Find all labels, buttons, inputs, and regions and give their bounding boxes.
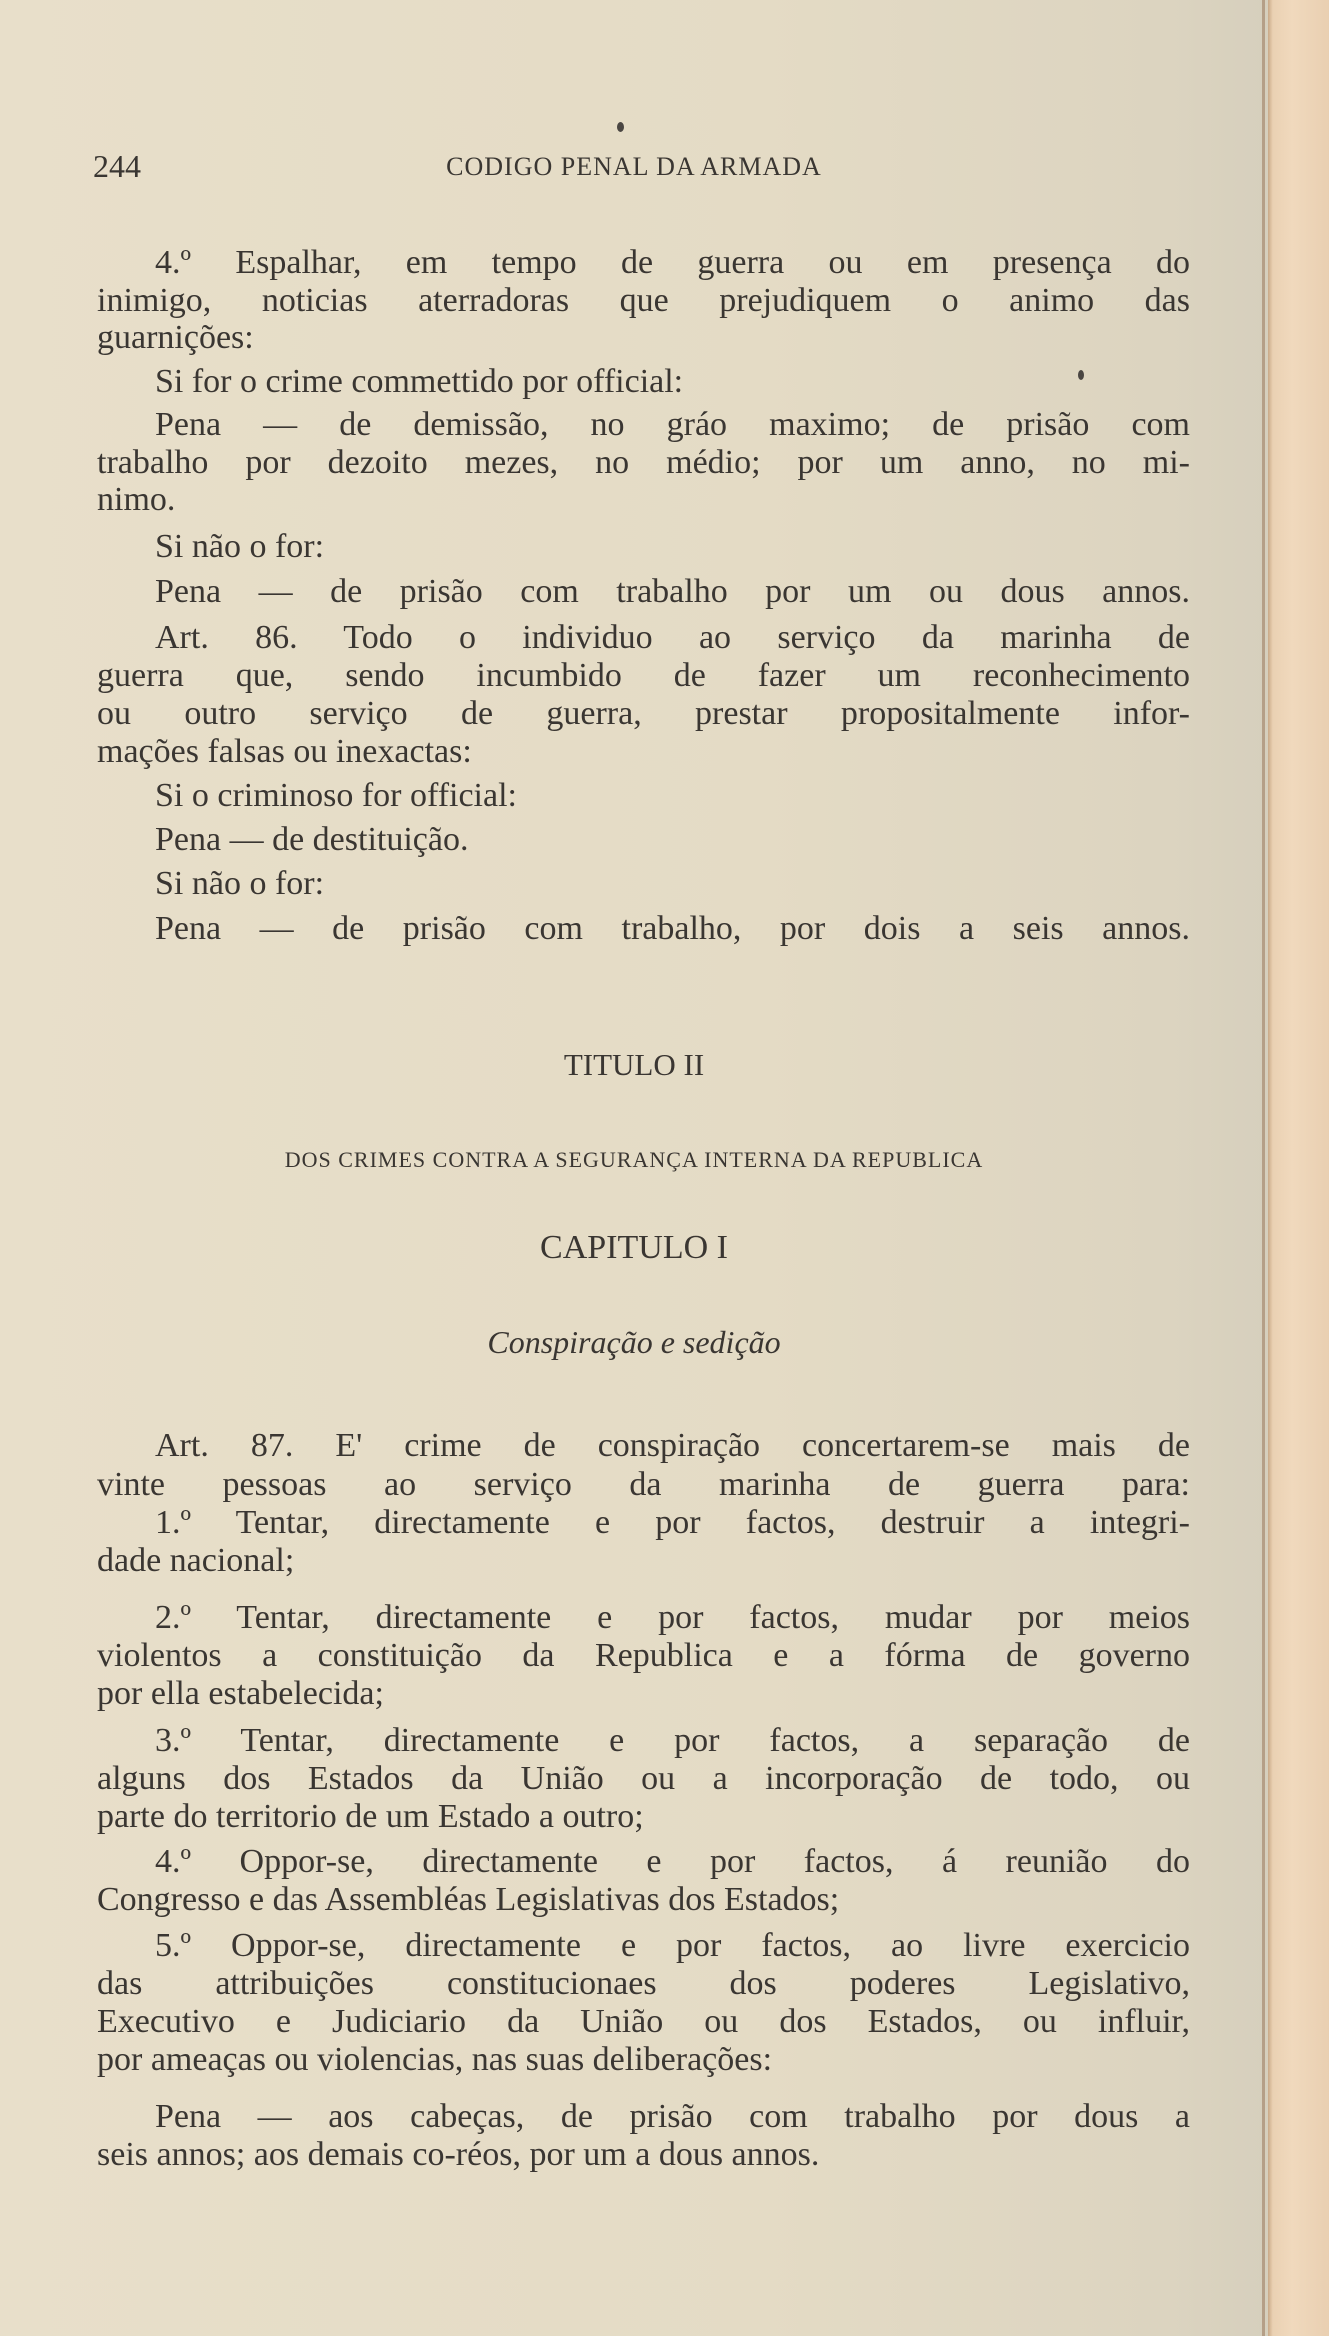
text-line: parte do territorio de um Estado a outro;	[97, 1798, 644, 1835]
text-line: Executivo e Judiciario da União ou dos Estados, ou influir,	[97, 2003, 1190, 2040]
text-line: 4.º Espalhar, em tempo de guerra ou em presença do	[155, 244, 1190, 281]
text-line: Pena — de prisão com trabalho, por dois a seis annos.	[155, 910, 1190, 947]
text-line: Pena — aos cabeças, de prisão com trabalho por dous a	[155, 2098, 1190, 2135]
text-line: 3.º Tentar, directamente e por factos, a separação de	[155, 1722, 1190, 1759]
text-line: 5.º Oppor-se, directamente e por factos, ao livre exercicio	[155, 1927, 1190, 1964]
ink-speck	[617, 122, 624, 132]
text-line: seis annos; aos demais co-réos, por um a dous annos.	[97, 2136, 820, 2173]
text-line: Si for o crime commettido por official:	[155, 363, 684, 400]
text-line: Pena — de destituição.	[155, 821, 469, 858]
text-line: 2.º Tentar, directamente e por factos, mudar por meios	[155, 1599, 1190, 1636]
page-edge	[1268, 0, 1329, 2336]
running-title: CODIGO PENAL DA ARMADA	[446, 152, 822, 181]
text-line: nimo.	[97, 481, 176, 518]
titulo-heading: TITULO II	[563, 1047, 705, 1082]
text-line: das attribuições constitucionaes dos poderes Legislativo,	[97, 1965, 1190, 2002]
text-line: por ameaças ou violencias, nas suas deliberações:	[97, 2041, 773, 2078]
page-header	[0, 148, 1268, 188]
titulo-subtitle: DOS CRIMES CONTRA A SEGURANÇA INTERNA DA REPUBLICA	[284, 1147, 984, 1172]
text-line: trabalho por dezoito mezes, no médio; por um anno, no mi-	[97, 444, 1190, 481]
text-line: Si não o for:	[155, 528, 325, 565]
page-number: 244	[93, 148, 141, 184]
text-line: Si não o for:	[155, 865, 325, 902]
text-line: violentos a constituição da Republica e a fórma de governo	[97, 1637, 1190, 1674]
text-line: inimigo, noticias aterradoras que prejudiquem o animo das	[97, 282, 1190, 319]
text-line: 1.º Tentar, directamente e por factos, destruir a integri-	[155, 1504, 1190, 1541]
text-line: 4.º Oppor-se, directamente e por factos, á reunião do	[155, 1843, 1190, 1880]
text-line: vinte pessoas ao serviço da marinha de guerra para:	[97, 1466, 1190, 1503]
text-line: alguns dos Estados da União ou a incorporação de todo, ou	[97, 1760, 1190, 1797]
text-line: mações falsas ou inexactas:	[97, 733, 472, 770]
text-line: Pena — de prisão com trabalho por um ou dous annos.	[155, 573, 1190, 610]
text-line: dade nacional;	[97, 1542, 295, 1579]
text-line: guerra que, sendo incumbido de fazer um reconhecimento	[97, 657, 1190, 694]
text-line: Si o criminoso for official:	[155, 777, 517, 814]
text-line: guarnições:	[97, 319, 254, 356]
text-line: Pena — de demissão, no gráo maximo; de prisão com	[155, 406, 1190, 443]
text-line: por ella estabelecida;	[97, 1675, 384, 1712]
text-line: ou outro serviço de guerra, prestar propositalmente infor-	[97, 695, 1190, 732]
text-line: Congresso e das Assembléas Legislativas dos Estados;	[97, 1881, 840, 1918]
text-line: Art. 86. Todo o individuo ao serviço da marinha de	[155, 619, 1190, 656]
text-line: Art. 87. E' crime de conspiração concertarem-se mais de	[155, 1427, 1190, 1464]
capitulo-heading: CAPITULO I	[540, 1229, 728, 1266]
capitulo-subtitle: Conspiração e sedição	[487, 1324, 781, 1360]
